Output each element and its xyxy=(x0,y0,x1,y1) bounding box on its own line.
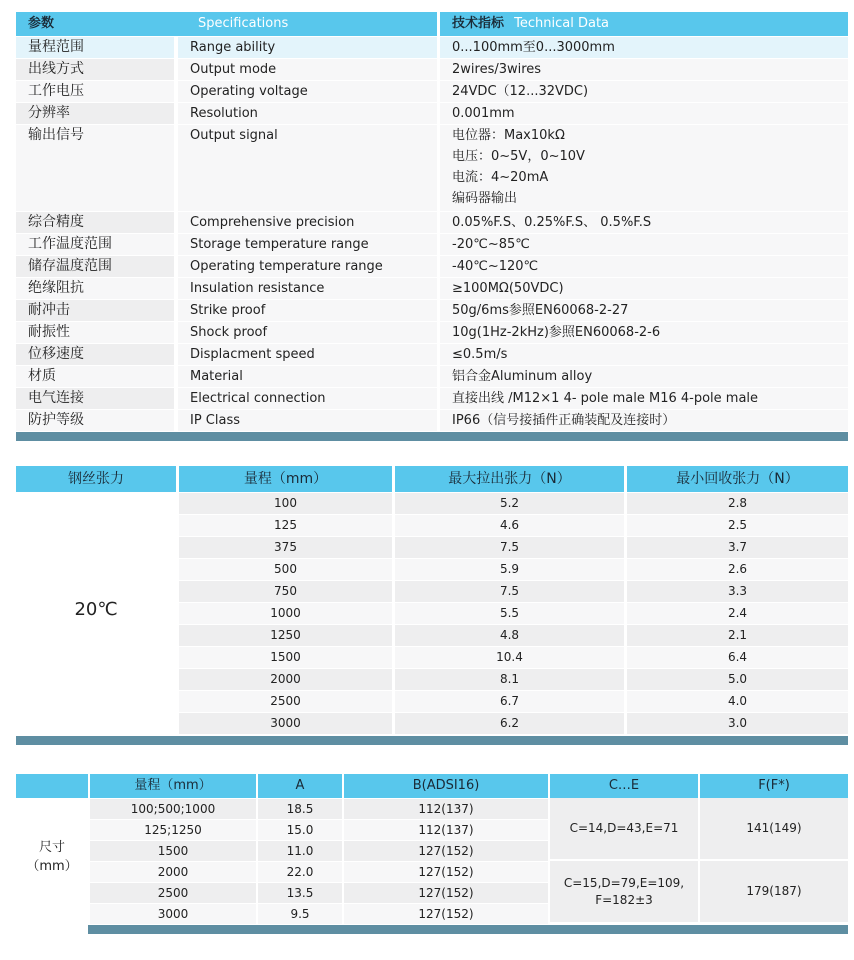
size-header-b: B(ADSI16) xyxy=(344,774,548,798)
tension-range-cell: 500 xyxy=(179,559,392,580)
tension-max-cell: 5.5 xyxy=(395,603,624,624)
size-a-cell: 9.5 xyxy=(258,904,342,924)
spec-footer-bar xyxy=(16,432,848,441)
spec-body xyxy=(16,37,848,431)
spec-param-en: Electrical connection xyxy=(178,388,437,409)
spec-value xyxy=(440,322,848,343)
spec-param-en: Resolution xyxy=(178,103,437,124)
tension-max-cell: 4.8 xyxy=(395,625,624,646)
tension-min-cell: 3.3 xyxy=(627,581,848,602)
spec-value xyxy=(440,125,848,211)
spec-value xyxy=(440,278,848,299)
tension-range-cell: 2500 xyxy=(179,691,392,712)
spec-value xyxy=(440,103,848,124)
spec-value-line: -40℃~120℃ xyxy=(452,259,539,274)
spec-value-line: 直接出线 /M12×1 4- pole male M16 4-pole male xyxy=(452,391,759,406)
spec-param-zh: 量程范围 xyxy=(16,37,174,58)
size-range-cell: 3000 xyxy=(90,904,256,924)
spec-row xyxy=(16,388,848,409)
size-range-cell: 100;500;1000 xyxy=(90,799,256,819)
spec-param-en: Shock proof xyxy=(178,322,437,343)
tension-range-cell: 1500 xyxy=(179,647,392,668)
spec-param-zh: 分辨率 xyxy=(16,103,174,124)
spec-value xyxy=(440,344,848,365)
tension-header-min: 最小回收张力（N） xyxy=(627,466,848,492)
spec-value-line: IP66（信号接插件正确装配及连接时） xyxy=(452,413,676,428)
size-header-ce: C…E xyxy=(550,774,698,798)
spec-param-en: Output signal xyxy=(178,125,437,211)
spec-param-en: Material xyxy=(178,366,437,387)
spec-value-line: -20℃~85℃ xyxy=(452,237,530,252)
size-header xyxy=(16,774,848,798)
tension-header xyxy=(16,466,848,492)
spec-value xyxy=(440,212,848,233)
size-ce-group2-line1: C=15,D=79,E=109, xyxy=(563,875,685,890)
size-b-cell: 127(152) xyxy=(344,841,548,861)
size-ce-group2-line2: F=182±3 xyxy=(595,892,653,907)
tension-temperature: 20℃ xyxy=(16,492,176,727)
size-label-line1: 尺寸 xyxy=(38,840,65,855)
size-header-a: A xyxy=(258,774,342,798)
spec-row xyxy=(16,344,848,365)
tension-table xyxy=(16,466,848,745)
size-ce-group1: C=14,D=43,E=71 xyxy=(550,798,698,859)
spec-value-line: 铝合金Aluminum alloy xyxy=(452,369,593,384)
size-table xyxy=(16,774,848,934)
spec-value xyxy=(440,388,848,409)
tension-max-cell: 10.4 xyxy=(395,647,624,668)
spec-row xyxy=(16,103,848,124)
size-label-line2: （mm） xyxy=(26,859,78,874)
spec-row xyxy=(16,212,848,233)
size-range-cell: 1500 xyxy=(90,841,256,861)
tension-max-cell: 6.7 xyxy=(395,691,624,712)
spec-value-line: 10g(1Hz-2kHz)参照EN60068-2-6 xyxy=(452,325,661,340)
spec-header-data-zh: 技术指标 xyxy=(452,16,505,31)
spec-value-line: 0.001mm xyxy=(452,106,515,121)
spec-value xyxy=(440,59,848,80)
tension-header-title: 钢丝张力 xyxy=(16,466,176,492)
spec-param-en: Storage temperature range xyxy=(178,234,437,255)
size-a-cell: 13.5 xyxy=(258,883,342,903)
tension-range-cell: 375 xyxy=(179,537,392,558)
spec-param-en: Operating temperature range xyxy=(178,256,437,277)
spec-header xyxy=(16,12,848,36)
tension-range-cell: 100 xyxy=(179,493,392,514)
spec-param-en: Insulation resistance xyxy=(178,278,437,299)
spec-row xyxy=(16,59,848,80)
spec-header-params-zh: 参数 xyxy=(28,16,55,31)
size-b-cell: 112(137) xyxy=(344,820,548,840)
size-range-cell: 125;1250 xyxy=(90,820,256,840)
spec-value-line: 编码器输出 xyxy=(452,191,518,206)
spec-value xyxy=(440,234,848,255)
spec-value xyxy=(440,37,848,58)
spec-value xyxy=(440,366,848,387)
size-b-cell: 127(152) xyxy=(344,904,548,924)
size-range-cell: 2000 xyxy=(90,862,256,882)
spec-value-line: ≥100MΩ(50VDC) xyxy=(452,281,564,296)
tension-header-range: 量程（mm） xyxy=(179,466,392,492)
spec-header-data-en: Technical Data xyxy=(514,16,610,31)
spec-value-line: 电位器：Max10kΩ xyxy=(452,128,565,143)
spec-row xyxy=(16,278,848,299)
size-ce-group2 xyxy=(550,861,698,922)
spec-param-zh: 出线方式 xyxy=(16,59,174,80)
spec-param-en: Strike proof xyxy=(178,300,437,321)
tension-range-cell: 1000 xyxy=(179,603,392,624)
spec-value xyxy=(440,256,848,277)
spec-param-zh: 耐冲击 xyxy=(16,300,174,321)
size-a-cell: 11.0 xyxy=(258,841,342,861)
spec-param-zh: 输出信号 xyxy=(16,125,174,211)
size-b-cell: 112(137) xyxy=(344,799,548,819)
size-a-cell: 15.0 xyxy=(258,820,342,840)
spec-header-params-en: Specifications xyxy=(198,16,289,31)
spec-row xyxy=(16,81,848,102)
size-footer-bar xyxy=(16,925,848,934)
spec-value-line: ≤0.5m/s xyxy=(452,347,508,362)
size-b-cell: 127(152) xyxy=(344,883,548,903)
tension-min-cell: 2.1 xyxy=(627,625,848,646)
tension-min-cell: 6.4 xyxy=(627,647,848,668)
spec-value xyxy=(440,300,848,321)
size-f-group2: 179(187) xyxy=(700,861,848,922)
spec-param-en: Displacment speed xyxy=(178,344,437,365)
size-header-f: F(F*) xyxy=(700,774,848,798)
tension-max-cell: 4.6 xyxy=(395,515,624,536)
spec-param-zh: 工作电压 xyxy=(16,81,174,102)
spec-value xyxy=(440,81,848,102)
size-range-cell: 2500 xyxy=(90,883,256,903)
spec-value-line: 电流：4~20mA xyxy=(452,170,549,185)
spec-param-zh: 位移速度 xyxy=(16,344,174,365)
spec-header-data xyxy=(440,12,848,36)
tension-footer-bar xyxy=(16,736,848,745)
tension-range-cell: 3000 xyxy=(179,713,392,734)
tension-min-cell: 2.4 xyxy=(627,603,848,624)
spec-row xyxy=(16,37,848,58)
spec-row xyxy=(16,322,848,343)
spec-table xyxy=(16,12,848,441)
spec-param-en: Output mode xyxy=(178,59,437,80)
size-header-blank xyxy=(16,774,88,798)
spec-header-params xyxy=(16,12,437,36)
tension-header-max: 最大拉出张力（N） xyxy=(395,466,624,492)
spec-param-zh: 储存温度范围 xyxy=(16,256,174,277)
spec-param-en: Range ability xyxy=(178,37,437,58)
spec-value-line: 2wires/3wires xyxy=(452,62,542,77)
tension-max-cell: 6.2 xyxy=(395,713,624,734)
tension-max-cell: 5.2 xyxy=(395,493,624,514)
tension-range-cell: 1250 xyxy=(179,625,392,646)
tension-max-cell: 5.9 xyxy=(395,559,624,580)
tension-max-cell: 7.5 xyxy=(395,581,624,602)
spec-param-zh: 耐振性 xyxy=(16,322,174,343)
tension-min-cell: 5.0 xyxy=(627,669,848,690)
size-header-range: 量程（mm） xyxy=(90,774,256,798)
spec-param-en: Operating voltage xyxy=(178,81,437,102)
spec-value xyxy=(440,410,848,431)
size-label xyxy=(16,798,88,960)
spec-param-zh: 绝缘阻抗 xyxy=(16,278,174,299)
tension-min-cell: 3.0 xyxy=(627,713,848,734)
tension-range-cell: 125 xyxy=(179,515,392,536)
tension-min-cell: 2.5 xyxy=(627,515,848,536)
tension-range-cell: 2000 xyxy=(179,669,392,690)
spec-param-en: IP Class xyxy=(178,410,437,431)
spec-row xyxy=(16,234,848,255)
spec-param-zh: 防护等级 xyxy=(16,410,174,431)
size-f-group1: 141(149) xyxy=(700,798,848,859)
tension-min-cell: 2.8 xyxy=(627,493,848,514)
spec-row xyxy=(16,256,848,277)
spec-row xyxy=(16,300,848,321)
spec-row xyxy=(16,366,848,387)
spec-param-zh: 电气连接 xyxy=(16,388,174,409)
spec-param-zh: 工作温度范围 xyxy=(16,234,174,255)
spec-row xyxy=(16,410,848,431)
spec-value-line: 0...100mm至0...3000mm xyxy=(452,40,615,55)
tension-min-cell: 2.6 xyxy=(627,559,848,580)
tension-min-cell: 3.7 xyxy=(627,537,848,558)
spec-param-zh: 材质 xyxy=(16,366,174,387)
spec-value-line: 0.05%F.S、0.25%F.S、 0.5%F.S xyxy=(452,215,652,230)
spec-value-line: 24VDC（12...32VDC) xyxy=(452,84,589,99)
spec-value-line: 电压：0~5V，0~10V xyxy=(452,149,585,164)
tension-range-cell: 750 xyxy=(179,581,392,602)
tension-max-cell: 8.1 xyxy=(395,669,624,690)
spec-value-line: 50g/6ms参照EN60068-2-27 xyxy=(452,303,629,318)
tension-min-cell: 4.0 xyxy=(627,691,848,712)
spec-row xyxy=(16,125,848,211)
size-a-cell: 22.0 xyxy=(258,862,342,882)
size-b-cell: 127(152) xyxy=(344,862,548,882)
tension-max-cell: 7.5 xyxy=(395,537,624,558)
size-a-cell: 18.5 xyxy=(258,799,342,819)
spec-param-zh: 综合精度 xyxy=(16,212,174,233)
spec-param-en: Comprehensive precision xyxy=(178,212,437,233)
